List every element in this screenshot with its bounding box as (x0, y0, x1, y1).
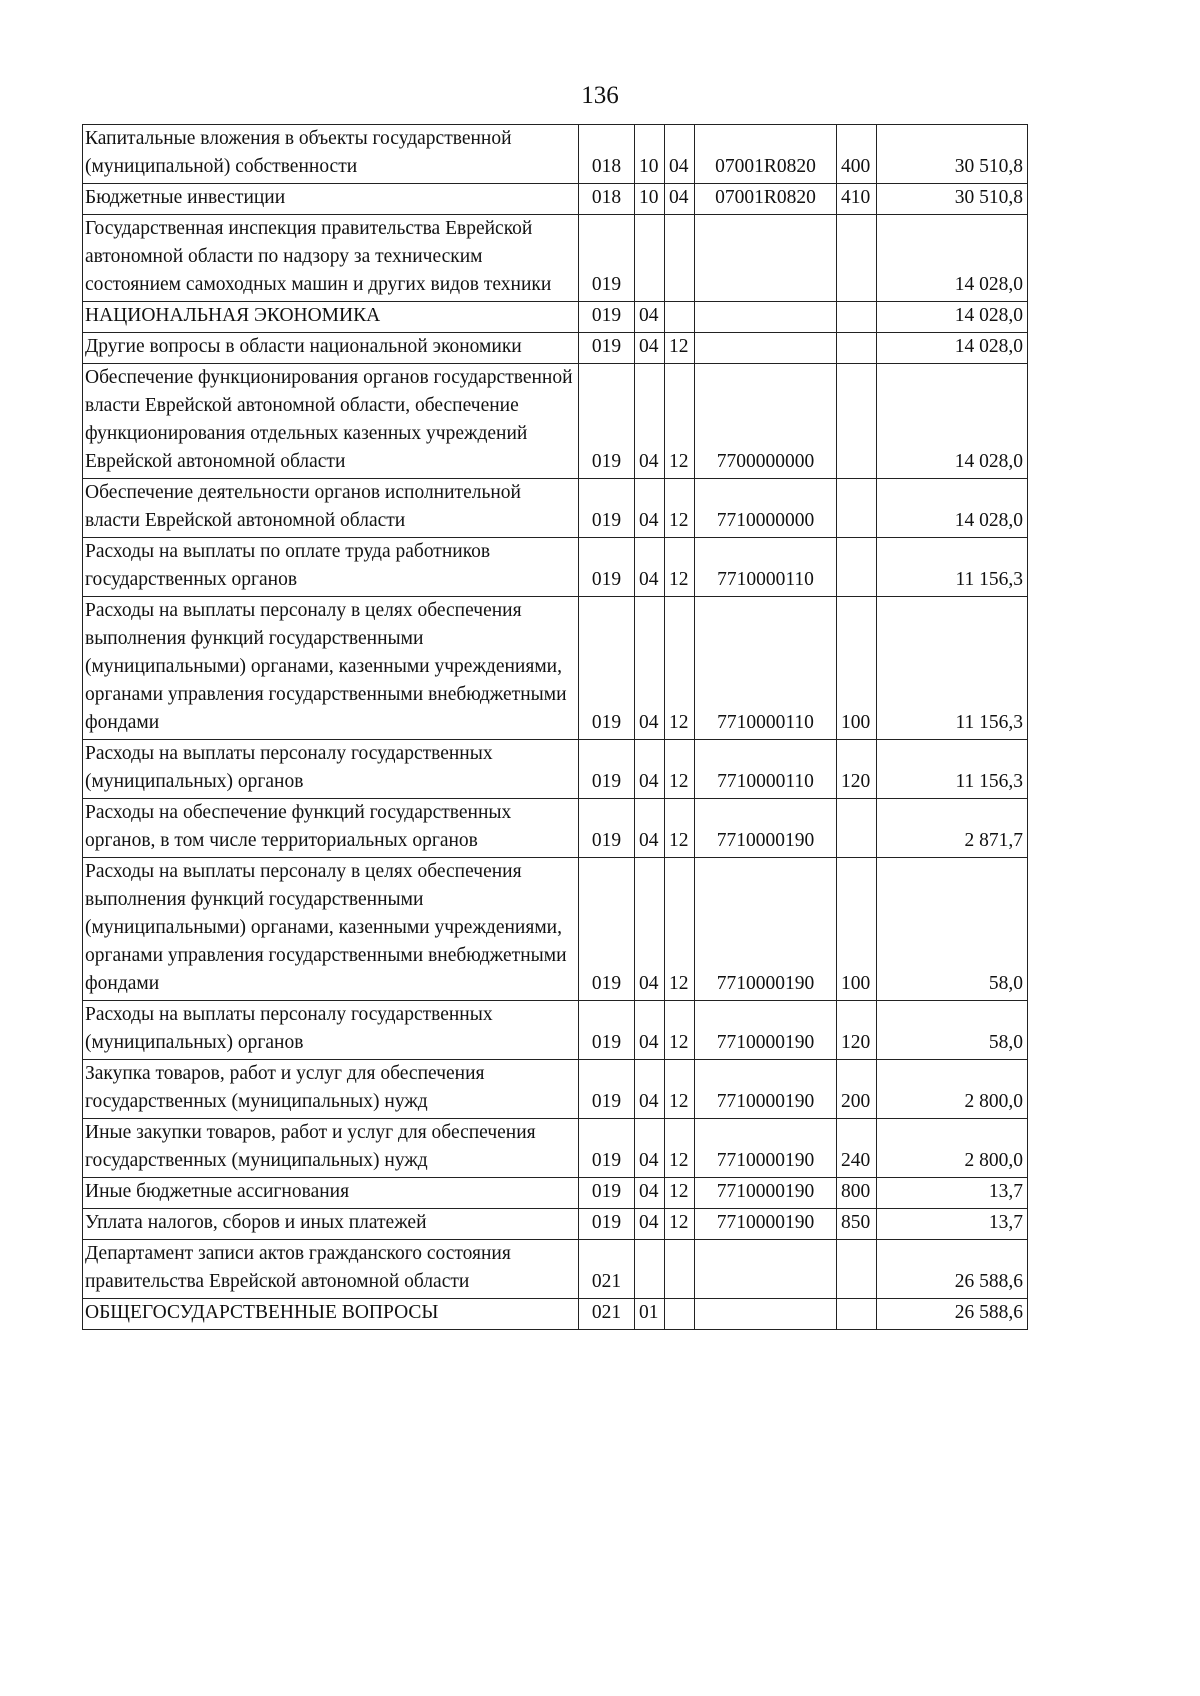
table-row (83, 184, 1028, 215)
ministry-code-cell: 018 (579, 125, 635, 184)
amount-cell: 11 156,3 (877, 538, 1028, 597)
target-article-code-cell: 7710000190 (695, 1178, 837, 1209)
section-code-cell: 10 (635, 125, 665, 184)
target-article-code-cell: 7710000110 (695, 597, 837, 740)
section-code-cell: 01 (635, 1299, 665, 1330)
subsection-code-cell: 12 (665, 740, 695, 799)
section-code-cell: 04 (635, 364, 665, 479)
expense-type-code-cell (837, 215, 877, 302)
amount-cell: 14 028,0 (877, 215, 1028, 302)
item-name-cell: Расходы на выплаты персоналу в целях обеспечения выполнения функций государственными (муниципальными) органами, казенными учреждениями, органами управления государственными внебюджетными фондами (83, 858, 579, 1001)
item-name-cell: Расходы на обеспечение функций государственных органов, в том числе территориальных органов (83, 799, 579, 858)
expense-type-code-cell: 100 (837, 597, 877, 740)
expense-type-code-cell (837, 1299, 877, 1330)
amount-cell: 11 156,3 (877, 597, 1028, 740)
amount-cell: 14 028,0 (877, 364, 1028, 479)
ministry-code-cell: 019 (579, 302, 635, 333)
expense-type-code-cell (837, 1240, 877, 1299)
section-code-cell: 04 (635, 302, 665, 333)
expense-type-code-cell: 800 (837, 1178, 877, 1209)
section-code-cell: 04 (635, 479, 665, 538)
table-row (83, 333, 1028, 364)
expense-type-code-cell: 850 (837, 1209, 877, 1240)
amount-cell: 14 028,0 (877, 302, 1028, 333)
ministry-code-cell: 019 (579, 215, 635, 302)
ministry-code-cell: 019 (579, 479, 635, 538)
amount-cell: 2 800,0 (877, 1119, 1028, 1178)
table-row (83, 215, 1028, 302)
section-code-cell: 04 (635, 740, 665, 799)
ministry-code-cell: 019 (579, 597, 635, 740)
subsection-code-cell: 12 (665, 333, 695, 364)
amount-cell: 14 028,0 (877, 333, 1028, 364)
table-row (83, 858, 1028, 1001)
expense-type-code-cell: 400 (837, 125, 877, 184)
section-code-cell: 04 (635, 333, 665, 364)
subsection-code-cell: 04 (665, 184, 695, 215)
subsection-code-cell (665, 1240, 695, 1299)
item-name-cell: Государственная инспекция правительства Еврейской автономной области по надзору за техническим состоянием самоходных машин и других видов техники (83, 215, 579, 302)
ministry-code-cell: 019 (579, 538, 635, 597)
expense-type-code-cell (837, 364, 877, 479)
subsection-code-cell (665, 1299, 695, 1330)
table-row (83, 1060, 1028, 1119)
target-article-code-cell: 07001R0820 (695, 125, 837, 184)
item-name-cell: Уплата налогов, сборов и иных платежей (83, 1209, 579, 1240)
amount-cell: 14 028,0 (877, 479, 1028, 538)
table-row (83, 1119, 1028, 1178)
expense-type-code-cell: 120 (837, 1001, 877, 1060)
subsection-code-cell: 12 (665, 1060, 695, 1119)
target-article-code-cell: 7710000000 (695, 479, 837, 538)
section-code-cell: 04 (635, 1209, 665, 1240)
amount-cell: 11 156,3 (877, 740, 1028, 799)
item-name-cell: ОБЩЕГОСУДАРСТВЕННЫЕ ВОПРОСЫ (83, 1299, 579, 1330)
amount-cell: 13,7 (877, 1178, 1028, 1209)
subsection-code-cell: 12 (665, 1119, 695, 1178)
target-article-code-cell: 7710000190 (695, 799, 837, 858)
item-name-cell: Обеспечение деятельности органов исполнительной власти Еврейской автономной области (83, 479, 579, 538)
section-code-cell (635, 215, 665, 302)
table-row (83, 799, 1028, 858)
subsection-code-cell: 12 (665, 1001, 695, 1060)
item-name-cell: Иные бюджетные ассигнования (83, 1178, 579, 1209)
target-article-code-cell: 7700000000 (695, 364, 837, 479)
expense-type-code-cell: 200 (837, 1060, 877, 1119)
page-number: 136 (581, 82, 619, 109)
table-row (83, 302, 1028, 333)
ministry-code-cell: 019 (579, 1209, 635, 1240)
ministry-code-cell: 021 (579, 1299, 635, 1330)
subsection-code-cell: 12 (665, 364, 695, 479)
table-row (83, 1240, 1028, 1299)
ministry-code-cell: 019 (579, 1001, 635, 1060)
ministry-code-cell: 019 (579, 799, 635, 858)
section-code-cell: 04 (635, 858, 665, 1001)
target-article-code-cell: 7710000110 (695, 740, 837, 799)
item-name-cell: Другие вопросы в области национальной экономики (83, 333, 579, 364)
table-row (83, 1209, 1028, 1240)
subsection-code-cell: 12 (665, 858, 695, 1001)
item-name-cell: Бюджетные инвестиции (83, 184, 579, 215)
expense-type-code-cell: 240 (837, 1119, 877, 1178)
subsection-code-cell: 12 (665, 1209, 695, 1240)
item-name-cell: Расходы на выплаты персоналу государственных (муниципальных) органов (83, 1001, 579, 1060)
expense-type-code-cell (837, 302, 877, 333)
ministry-code-cell: 018 (579, 184, 635, 215)
item-name-cell: Расходы на выплаты персоналу в целях обеспечения выполнения функций государственными (муниципальными) органами, казенными учреждениями, органами управления государственными внебюджетными фондами (83, 597, 579, 740)
target-article-code-cell: 7710000110 (695, 538, 837, 597)
expense-type-code-cell (837, 479, 877, 538)
ministry-code-cell: 019 (579, 1119, 635, 1178)
subsection-code-cell (665, 215, 695, 302)
ministry-code-cell: 019 (579, 333, 635, 364)
ministry-code-cell: 019 (579, 858, 635, 1001)
amount-cell: 30 510,8 (877, 125, 1028, 184)
amount-cell: 30 510,8 (877, 184, 1028, 215)
table-row (83, 479, 1028, 538)
expense-type-code-cell: 120 (837, 740, 877, 799)
table-row (83, 740, 1028, 799)
item-name-cell: Закупка товаров, работ и услуг для обеспечения государственных (муниципальных) нужд (83, 1060, 579, 1119)
amount-cell: 26 588,6 (877, 1240, 1028, 1299)
table-row (83, 125, 1028, 184)
section-code-cell: 04 (635, 1178, 665, 1209)
table-row (83, 597, 1028, 740)
table-row (83, 1178, 1028, 1209)
item-name-cell: НАЦИОНАЛЬНАЯ ЭКОНОМИКА (83, 302, 579, 333)
target-article-code-cell (695, 333, 837, 364)
target-article-code-cell (695, 1299, 837, 1330)
section-code-cell (635, 1240, 665, 1299)
ministry-code-cell: 021 (579, 1240, 635, 1299)
expense-type-code-cell (837, 538, 877, 597)
amount-cell: 2 800,0 (877, 1060, 1028, 1119)
expense-type-code-cell (837, 799, 877, 858)
amount-cell: 58,0 (877, 1001, 1028, 1060)
section-code-cell: 04 (635, 1060, 665, 1119)
table-row (83, 538, 1028, 597)
target-article-code-cell: 07001R0820 (695, 184, 837, 215)
amount-cell: 2 871,7 (877, 799, 1028, 858)
section-code-cell: 04 (635, 799, 665, 858)
target-article-code-cell: 7710000190 (695, 1119, 837, 1178)
section-code-cell: 04 (635, 597, 665, 740)
ministry-code-cell: 019 (579, 740, 635, 799)
item-name-cell: Капитальные вложения в объекты государственной (муниципальной) собственности (83, 125, 579, 184)
table-row (83, 364, 1028, 479)
target-article-code-cell (695, 302, 837, 333)
subsection-code-cell: 12 (665, 1178, 695, 1209)
section-code-cell: 10 (635, 184, 665, 215)
section-code-cell: 04 (635, 1119, 665, 1178)
ministry-code-cell: 019 (579, 364, 635, 479)
subsection-code-cell: 12 (665, 799, 695, 858)
section-code-cell: 04 (635, 538, 665, 597)
target-article-code-cell (695, 1240, 837, 1299)
table-row (83, 1299, 1028, 1330)
amount-cell: 58,0 (877, 858, 1028, 1001)
expense-type-code-cell: 410 (837, 184, 877, 215)
item-name-cell: Расходы на выплаты персоналу государственных (муниципальных) органов (83, 740, 579, 799)
item-name-cell: Расходы на выплаты по оплате труда работников государственных органов (83, 538, 579, 597)
subsection-code-cell: 12 (665, 479, 695, 538)
expense-type-code-cell (837, 333, 877, 364)
subsection-code-cell: 12 (665, 538, 695, 597)
subsection-code-cell: 04 (665, 125, 695, 184)
target-article-code-cell (695, 215, 837, 302)
budget-table-body (83, 125, 1028, 1330)
table-row (83, 1001, 1028, 1060)
target-article-code-cell: 7710000190 (695, 1001, 837, 1060)
target-article-code-cell: 7710000190 (695, 1209, 837, 1240)
expense-type-code-cell: 100 (837, 858, 877, 1001)
section-code-cell: 04 (635, 1001, 665, 1060)
subsection-code-cell (665, 302, 695, 333)
amount-cell: 26 588,6 (877, 1299, 1028, 1330)
item-name-cell: Обеспечение функционирования органов государственной власти Еврейской автономной области, обеспечение функционирования отдельных казенных учреждений Еврейской автономной области (83, 364, 579, 479)
item-name-cell: Иные закупки товаров, работ и услуг для обеспечения государственных (муниципальных) нужд (83, 1119, 579, 1178)
ministry-code-cell: 019 (579, 1060, 635, 1119)
budget-table (82, 124, 1028, 1330)
subsection-code-cell: 12 (665, 597, 695, 740)
target-article-code-cell: 7710000190 (695, 858, 837, 1001)
item-name-cell: Департамент записи актов гражданского состояния правительства Еврейской автономной области (83, 1240, 579, 1299)
ministry-code-cell: 019 (579, 1178, 635, 1209)
amount-cell: 13,7 (877, 1209, 1028, 1240)
target-article-code-cell: 7710000190 (695, 1060, 837, 1119)
